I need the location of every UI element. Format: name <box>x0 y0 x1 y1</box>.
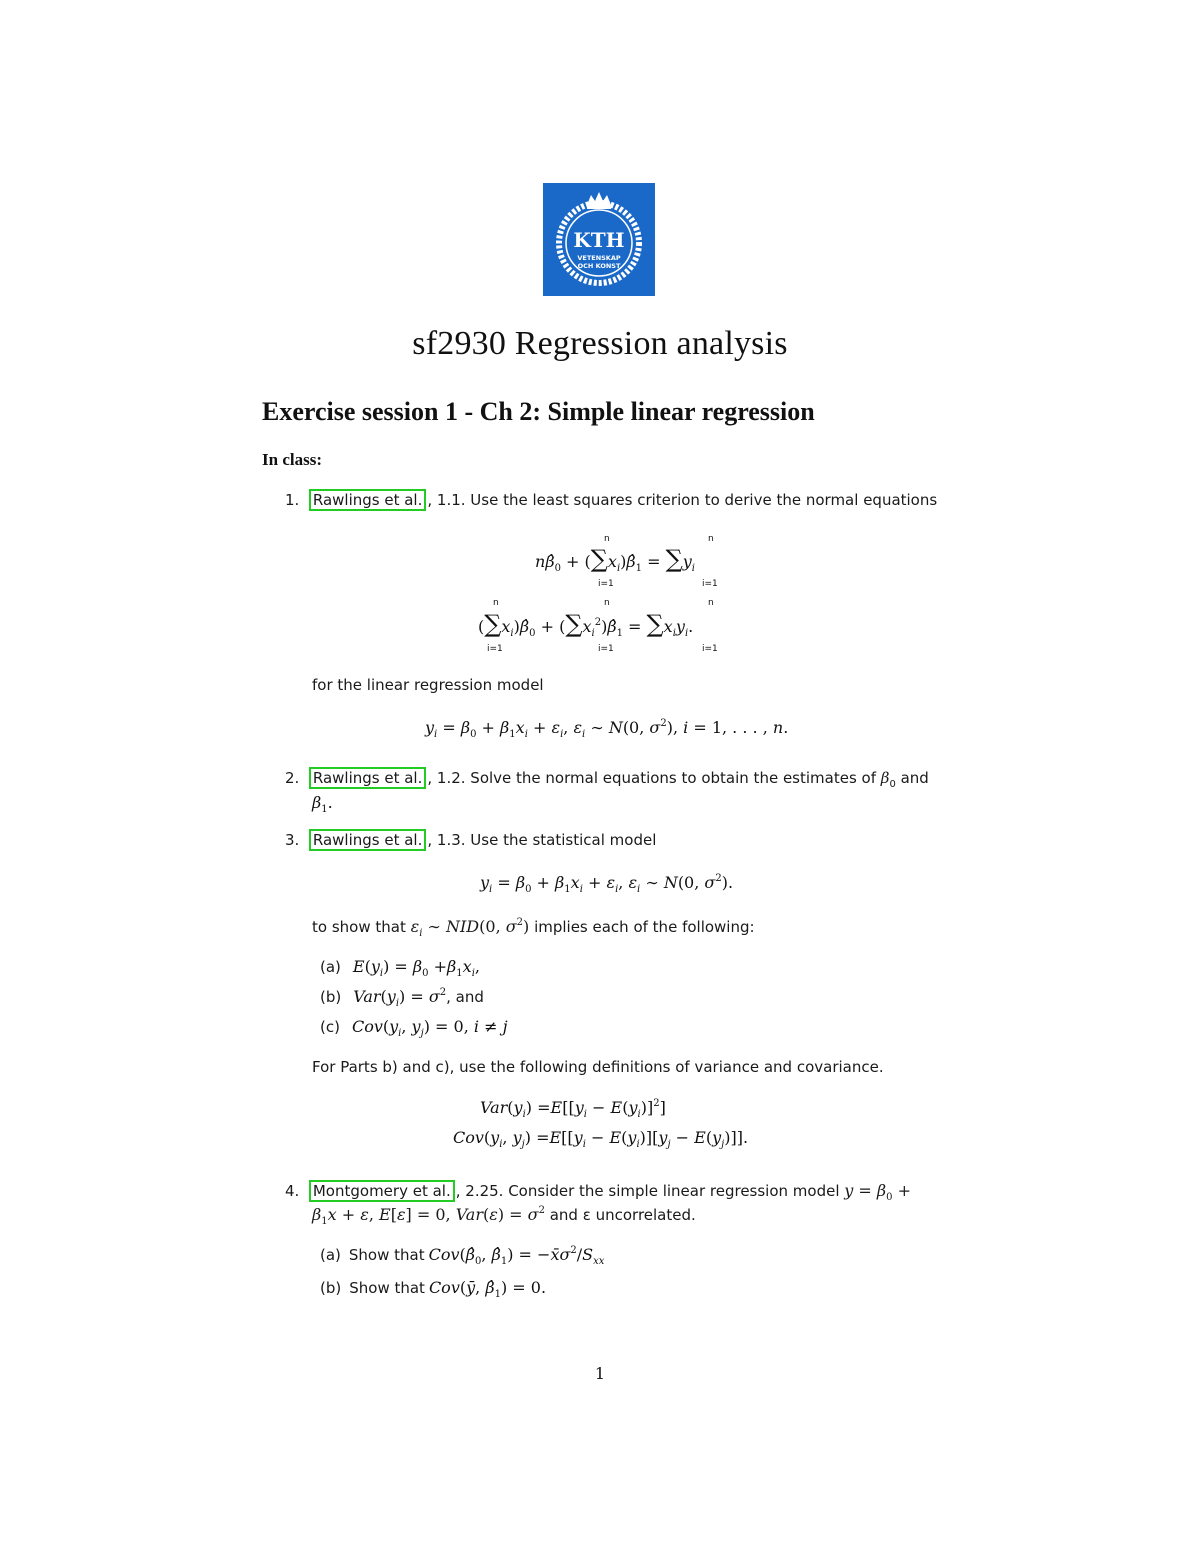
section-heading: Exercise session 1 - Ch 2: Simple linear regression <box>262 397 815 426</box>
reference-link[interactable]: Montgomery et al. <box>309 1180 455 1202</box>
equation-normal-2: $(\sum x_i)\betâ_0$ + $(\sum x_i^2)\betâ_1 = \sum x_iy_i$. <box>478 610 694 639</box>
equation-model-2: $y_i = \beta_0 + \beta_1x_i + \varepsilon_i$, $\varepsilon_i$ ∼ N(0, $\sigma^2$). <box>480 873 734 895</box>
item-number: 4. <box>285 1182 300 1200</box>
item-2-cont: $\beta_1$. <box>312 793 333 815</box>
item-2: 2. Rawlings et al. , 1.2. Solve the normal equations to obtain the estimates of $\beta_0$ and <box>285 769 929 790</box>
item-text: , 1.2. Solve the normal equations to obtain the estimates of <box>427 769 876 787</box>
item-3-showthat: to show that $\varepsilon_i$ ∼ NID(0, $\sigma^2$) implies each of the following: <box>312 917 755 939</box>
subpart-c: (c) $Cov(y_i$, $y_j) = 0$, i ≠ j <box>320 1017 508 1039</box>
subpart-b: (b) $Var(y_i) = \sigma^2$, and <box>320 987 484 1009</box>
reference-link[interactable]: Rawlings et al. <box>309 767 427 789</box>
item-text: , 2.25. Consider the simple linear regression model <box>455 1182 840 1200</box>
parts-note: For Parts b) and c), use the following definitions of variance and covariance. <box>312 1058 884 1076</box>
document-title: sf2930 Regression analysis <box>412 325 788 362</box>
equation-variance: $Var(y_i) =E[[y_i - E(y_i)]^2]$ <box>480 1098 666 1120</box>
item-number: 2. <box>285 769 300 787</box>
item-4-subpart-b: (b) Show that Cov(ȳ, $\betâ_1) = 0$. <box>320 1278 547 1300</box>
reference-link[interactable]: Rawlings et al. <box>309 489 427 511</box>
item-1-after: for the linear regression model <box>312 676 544 694</box>
page-number: 1 <box>594 1364 606 1383</box>
svg-text:VETENSKAP: VETENSKAP <box>577 254 621 262</box>
kth-logo <box>543 183 655 296</box>
equation-normal-1: $n\betâ_0$ + $(\sum x_i)\betâ_1 = \sum y_i$ <box>535 545 695 574</box>
equation-model-1: $y_i = \beta_0 + \beta_1x_i + \varepsilon_i$, $\varepsilon_i$ ∼ N(0, $\sigma^2$), i = 1, . . . , n. <box>425 718 789 740</box>
item-text: , 1.3. Use the statistical model <box>427 831 657 849</box>
item-3 <box>285 831 656 849</box>
equation-covariance: $Cov(y_i$, $y_j) =E[[y_i - E(y_i)][y_j - E(y_j)]]$. <box>453 1128 749 1150</box>
item-1 <box>285 491 937 509</box>
item-text: , 1.1. Use the least squares criterion to derive the normal equations <box>427 491 938 509</box>
document-page: KTH VETENSKAP OCH KONST sf2930 Regression analysis Exercise session 1 - Ch 2: Simple linear regression In class: 1. Rawlings et al. , 1.1. Use the least squares criterion to derive the normal equations $n\betâ_0$ + $(\sum x_i)\betâ_1 = \sum y_i$ n i=1 n i=1 $(\sum x_i)\betâ_0$ + $(\sum x_i^2)\betâ_1 = \sum x_iy_i$. n i=1 n i=1 n i=1 for the linear regression model $y_i = \beta_0 + \beta_1x_i + \varepsilon_i$, $\varepsilon_i$ ∼ N(0, $\sigma^2$), i = 1, . . . , n. 2. Rawlings et al. , 1.2. Solve the normal equations to obtain the estimates of $\beta_0$ and $\beta_1$. 3. Rawlings et al. , 1.3. Use the statistical model $y_i = \beta_0 + \beta_1x_i + \varepsilon_i$, $\varepsilon_i$ ∼ N(0, $\sigma^2$). to show that $\varepsilon_i$ ∼ NID(0, $\sigma^2$) implies each of the following: (a) $E(y_i) = \beta_0 +\beta_1x_i$, (b) $Var(y_i) = \sigma^2$, and (c) $Cov(y_i$, $y_j) = 0$, i ≠ j For Parts b) and c), use the following definitions of variance and covariance. $Var(y_i) =E[[y_i - E(y_i)]^2]$ $Cov(y_i$, $y_j) =E[[y_i - E(y_i)][y_j - E(y_j)]]$. 4. Montgomery et al. , 2.25. Consider the simple linear regression model $y = \beta_0$ + $\beta_1x + \varepsilon$, E[ε] = 0, $Var(\varepsilon) = \sigma^2$ and ε uncorrelated. (a) Show that $Cov(\betâ_0$, $\betâ_1$) = $-x̄\sigma^2/S_{xx}$ (b) Show that Cov(ȳ, $\betâ_1) = 0$. 1 <box>0 0 1200 1553</box>
item-4: 4. Montgomery et al. , 2.25. Consider the simple linear regression model $y = \beta_0$ + <box>285 1181 912 1203</box>
item-4-subpart-a: (a) Show that $Cov(\betâ_0$, $\betâ_1$) = $-x̄\sigma^2/S_{xx}$ <box>320 1245 605 1267</box>
subheading: In class: <box>262 450 322 469</box>
logo-text: KTH <box>573 228 625 252</box>
item-4-cont: $\beta_1x + \varepsilon$, E[ε] = 0, $Var(\varepsilon) = \sigma^2$ and ε uncorrelated. <box>312 1205 696 1227</box>
reference-link[interactable]: Rawlings et al. <box>309 829 427 851</box>
svg-text:OCH KONST: OCH KONST <box>577 262 621 270</box>
item-number: 3. <box>285 831 300 849</box>
subpart-a: (a) $E(y_i) = \beta_0 +\beta_1x_i$, <box>320 957 480 979</box>
item-number: 1. <box>285 491 300 509</box>
